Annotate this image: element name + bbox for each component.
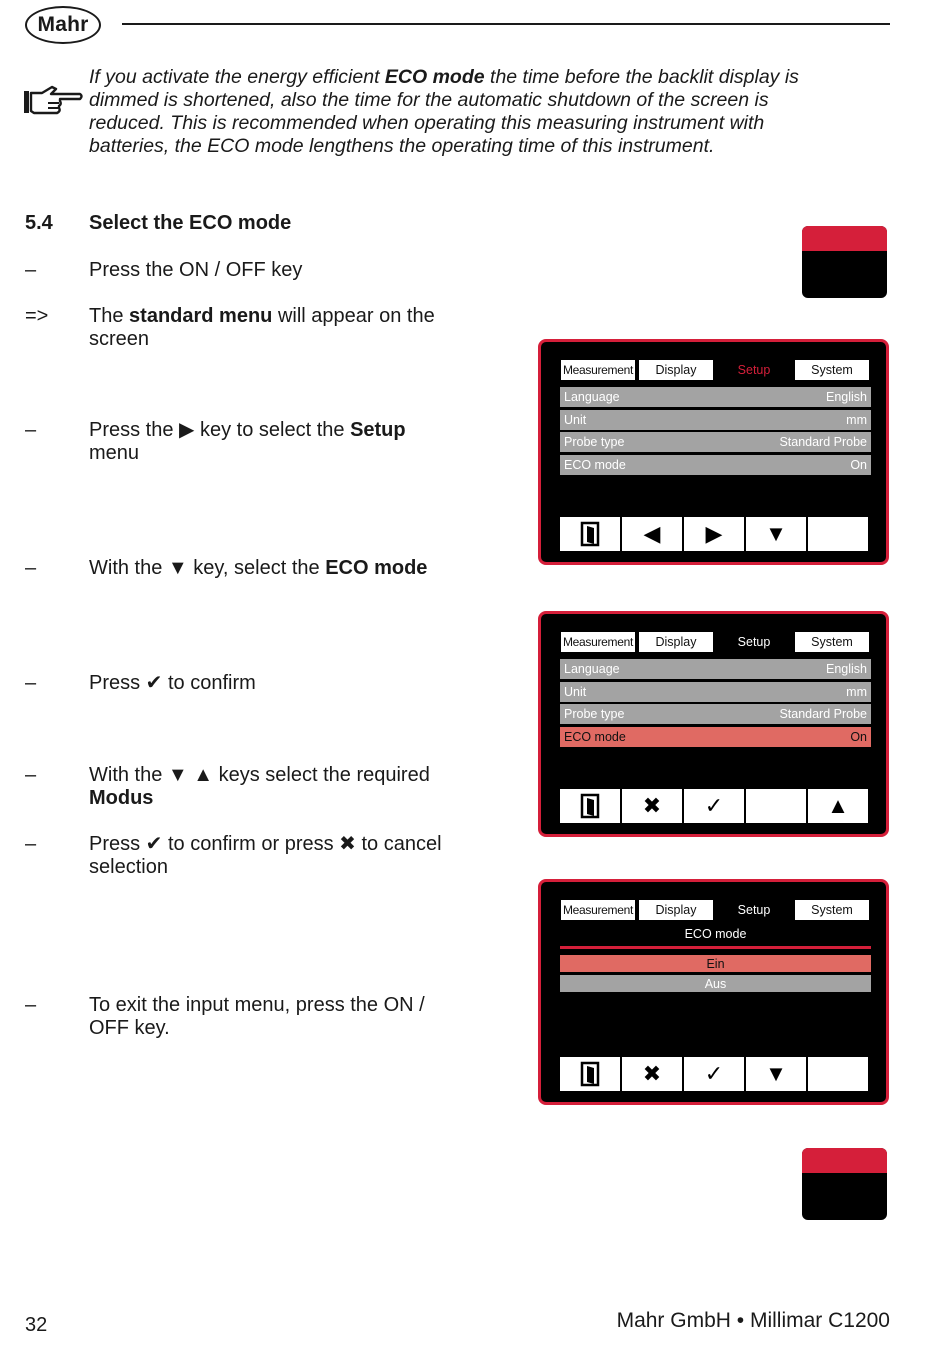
pointing-hand-icon [22,82,84,118]
step-text: To exit the input menu, press the ON / OFF key. [89,994,425,1039]
tab-system[interactable]: System [794,631,870,653]
tab-measurement[interactable]: Measurement [560,631,636,653]
setting-value: Standard Probe [779,435,867,450]
step-text-part: The [89,305,130,327]
step-text-part: will appear on the screen [89,305,435,350]
step-text-bold: Modus [89,787,154,809]
tab-measurement[interactable]: Measurement [560,899,636,921]
setting-row-language[interactable] [560,387,871,407]
softkey-bar [560,1057,870,1091]
setting-label: ECO mode [564,730,626,745]
empty-softkey[interactable] [808,1057,868,1091]
eco-mode-title: ECO mode [684,927,747,941]
setting-row-unit[interactable] [560,682,871,702]
step-marker: – [25,419,37,441]
right-button[interactable]: ▶ [684,517,744,551]
setting-value: mm [846,412,867,427]
settings-list [560,387,871,478]
tab-display[interactable]: Display [638,631,714,653]
step-marker: – [25,557,37,579]
empty-softkey[interactable] [746,789,806,823]
down-button[interactable]: ▼ [746,517,806,551]
setting-label: Language [564,390,620,404]
setting-row-unit[interactable] [560,410,871,430]
step-text-bold: ECO mode [325,557,428,579]
device-screen-setup-menu [538,339,889,565]
step-marker: – [25,259,37,281]
exit-button[interactable] [560,1057,620,1091]
device-screen-eco-options [538,879,889,1105]
step-marker: – [25,764,37,786]
step-marker: – [25,672,37,694]
step-marker: – [25,833,37,855]
setting-row-language[interactable] [560,659,871,679]
tab-setup[interactable]: Setup [716,899,792,921]
cancel-button[interactable]: ✖ [622,1057,682,1091]
settings-list [560,659,871,750]
tab-bar [560,899,872,923]
step-text-bold: standard menu [129,305,273,327]
setting-value: Standard Probe [779,707,867,722]
setting-label: ECO mode [564,458,626,473]
mahr-logo [25,6,101,44]
step-text-part: With the ▼ ▲ keys select the required [89,764,430,786]
step-text [89,557,459,580]
tab-system[interactable]: System [794,899,870,921]
step-text-part: With the ▼ key, select the [89,557,326,579]
setting-value: English [826,662,867,676]
on-off-key-image [802,226,887,298]
header-rule [122,23,890,25]
step-text [89,419,459,465]
setting-row-probe-type[interactable] [560,432,871,452]
exit-button[interactable] [560,517,620,551]
step-text-part: menu [89,442,140,464]
tab-system[interactable]: System [794,359,870,381]
step-text: Press the ON / OFF key [89,259,303,281]
footer-title: Mahr GmbH • Millimar C1200 [616,1309,890,1332]
setting-label: Language [564,662,620,676]
tab-bar [560,631,872,655]
exit-icon [579,1061,601,1087]
note-text: the time before the backlit display is dimmed is shortened, also the time for the automatic shutdown of the screen is reduced. This is recommended when operating this measuring instrument with batteries, the ECO mode lengthens the operating time of this instrument. [89,66,799,157]
section-title: Select the ECO mode [89,212,292,234]
setting-value: On [850,730,867,745]
note-text: If you activate the energy efficient [89,66,385,88]
empty-softkey[interactable] [808,517,868,551]
tab-setup[interactable]: Setup [716,359,792,381]
exit-icon [579,793,601,819]
confirm-button[interactable]: ✓ [684,1057,744,1091]
device-screen-eco-selected [538,611,889,837]
setting-value: mm [846,684,867,699]
logo-text: Mahr [37,13,89,36]
step-text [89,764,459,810]
title-underline [560,946,871,949]
confirm-button[interactable]: ✓ [684,789,744,823]
exit-button[interactable] [560,789,620,823]
key-stripe [802,226,887,251]
left-button[interactable]: ◀ [622,517,682,551]
on-off-key-image [802,1148,887,1220]
setting-value: On [850,458,867,473]
step-marker: => [25,305,49,327]
softkey-bar [560,789,870,823]
setting-label: Probe type [564,707,625,722]
step-text: Press ✔ to confirm or press ✖ to cancel selection [89,833,442,878]
exit-icon [579,521,601,547]
setting-label: Probe type [564,435,625,450]
section-number: 5.4 [25,212,53,234]
tab-measurement[interactable]: Measurement [560,359,636,381]
setting-row-eco-mode[interactable] [560,455,871,475]
page-number: 32 [25,1314,48,1336]
step-text-part: Press the ▶ key to select the [89,419,351,441]
key-stripe [802,1148,887,1173]
down-button[interactable]: ▼ [746,1057,806,1091]
step-marker: – [25,994,37,1016]
setting-row-eco-mode-selected[interactable] [560,727,871,747]
step-text [89,305,459,351]
eco-mode-note [89,66,849,158]
tab-setup[interactable]: Setup [716,631,792,653]
setting-row-probe-type[interactable] [560,704,871,724]
setting-value: English [826,390,867,404]
cancel-button[interactable]: ✖ [622,789,682,823]
softkey-bar [560,517,870,551]
option-ein[interactable]: Ein [560,955,871,972]
option-aus[interactable]: Aus [560,975,871,992]
step-text: Press ✔ to confirm [89,672,256,694]
tab-bar [560,359,872,383]
setting-label: Unit [564,412,587,427]
step-text-bold: Setup [350,419,406,441]
note-bold: ECO mode [384,66,485,88]
tab-display[interactable]: Display [638,899,714,921]
tab-display[interactable]: Display [638,359,714,381]
setting-label: Unit [564,684,587,699]
up-button[interactable]: ▲ [808,789,868,823]
